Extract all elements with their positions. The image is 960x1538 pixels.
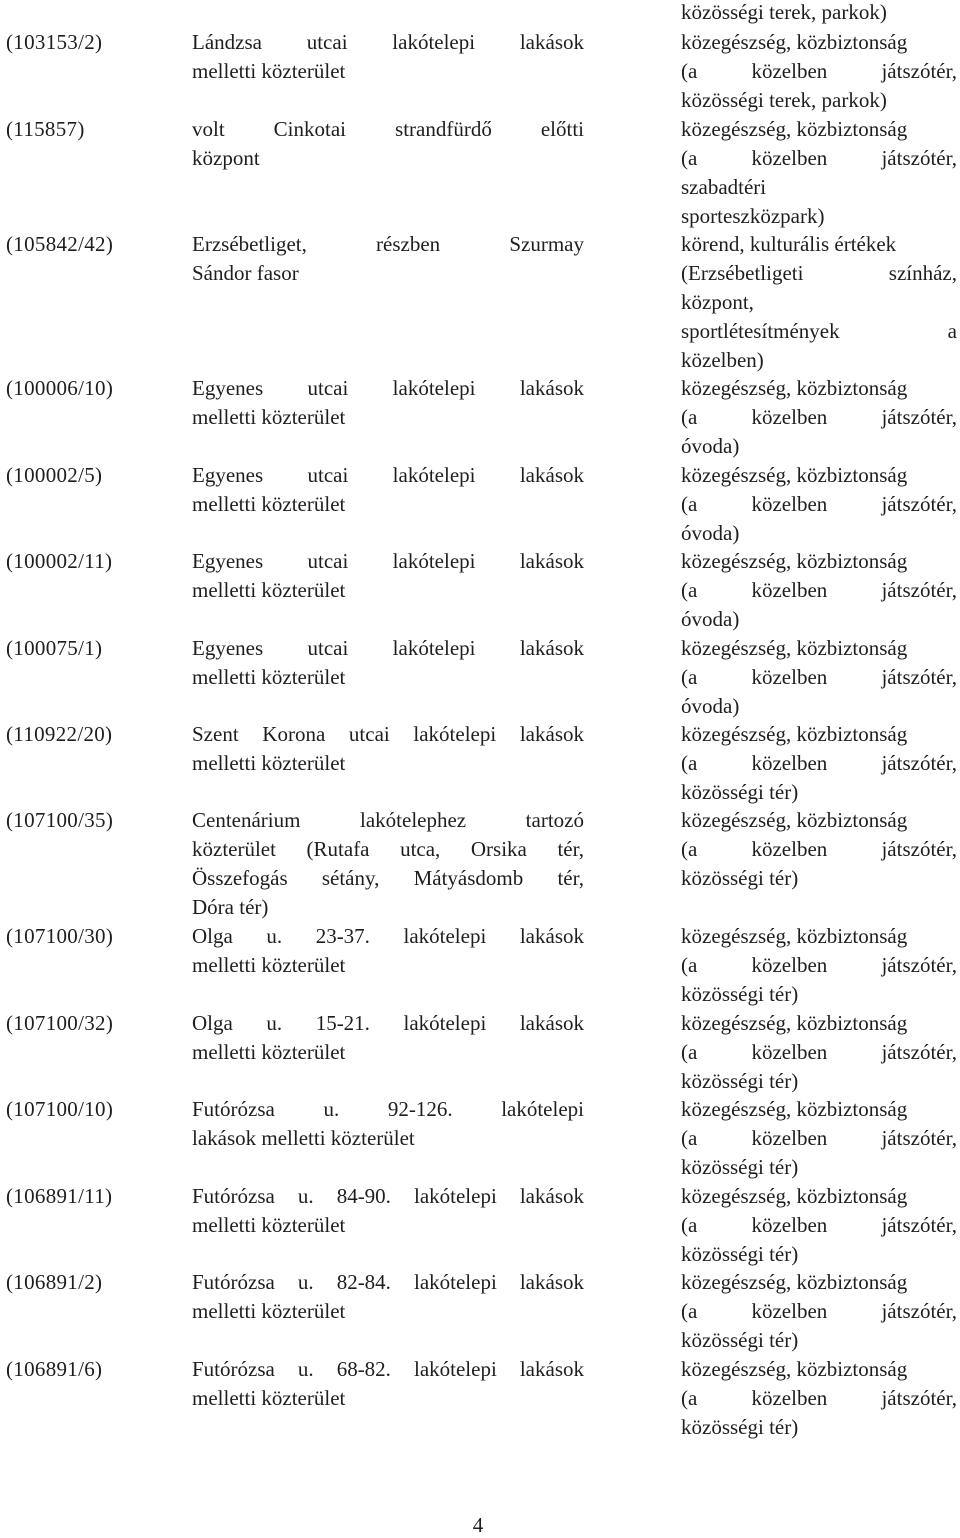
row-place-line: Egyenes utcai lakótelepi lakások <box>192 376 584 400</box>
row-reason-line: óvoda) <box>681 694 740 718</box>
row-reason-line: sportlétesítmények a <box>681 319 957 343</box>
row-place-line: Futórózsa u. 82-84. lakótelepi lakások <box>192 1270 584 1294</box>
row-reason-line: (a közelben játszótér, <box>681 492 957 516</box>
row-reason-line: közegészség, közbiztonság <box>681 1270 908 1294</box>
row-reason-line: közegészség, közbiztonság <box>681 463 908 487</box>
row-reason-line: (Erzsébetligeti színház, <box>681 261 957 285</box>
row-place-line: Olga u. 15-21. lakótelepi lakások <box>192 1011 584 1035</box>
row-reason-line: központ, <box>681 290 754 314</box>
row-place-line: melletti közterület <box>192 1386 346 1410</box>
row-place-line: melletti közterület <box>192 59 346 83</box>
row-reason-line: (a közelben játszótér, <box>681 578 957 602</box>
row-reason-line: közösségi tér) <box>681 982 799 1006</box>
row-place-line: melletti közterület <box>192 665 346 689</box>
row-reason-line: közegészség, közbiztonság <box>681 376 908 400</box>
row-reason-line: (a közelben játszótér, <box>681 1299 957 1323</box>
row-reason-line: (a közelben játszótér, <box>681 1040 957 1064</box>
row-place-line: melletti közterület <box>192 751 346 775</box>
row-id: (105842/42) <box>6 232 114 256</box>
row-place-line: Futórózsa u. 68-82. lakótelepi lakások <box>192 1357 584 1381</box>
row-id: (106891/6) <box>6 1357 103 1381</box>
row-reason-line: közegészség, közbiztonság <box>681 30 908 54</box>
row-reason-line: közösségi terek, parkok) <box>681 88 887 112</box>
row-id: (110922/20) <box>6 722 113 746</box>
row-reason-line: (a közelben játszótér, <box>681 665 957 689</box>
row-place-line: Erzsébetliget, részben Szurmay <box>192 232 584 256</box>
row-reason-line: (a közelben játszótér, <box>681 146 957 170</box>
row-reason-line: közegészség, közbiztonság <box>681 808 908 832</box>
row-reason-line: óvoda) <box>681 434 740 458</box>
row-place-line: Futórózsa u. 84-90. lakótelepi lakások <box>192 1184 584 1208</box>
page-number: 4 <box>472 1513 484 1537</box>
row-reason-line: közegészség, közbiztonság <box>681 117 908 141</box>
row-reason-line: közegészség, közbiztonság <box>681 1011 908 1035</box>
row-place-line: melletti közterület <box>192 953 346 977</box>
row-place-line: melletti közterület <box>192 578 346 602</box>
reason-continuation-line: közösségi terek, parkok) <box>681 0 887 24</box>
row-place-line: Centenárium lakótelephez tartozó <box>192 808 584 832</box>
row-place-line: melletti közterület <box>192 405 346 429</box>
row-place-line: Lándzsa utcai lakótelepi lakások <box>192 30 584 54</box>
row-reason-line: közegészség, közbiztonság <box>681 636 908 660</box>
row-reason-line: óvoda) <box>681 521 740 545</box>
row-id: (107100/30) <box>6 924 114 948</box>
row-id: (115857) <box>6 117 85 141</box>
row-reason-line: körend, kulturális értékek <box>681 232 897 256</box>
row-reason-line: (a közelben játszótér, <box>681 1386 957 1410</box>
row-reason-line: (a közelben játszótér, <box>681 953 957 977</box>
row-reason-line: (a közelben játszótér, <box>681 751 957 775</box>
row-id: (100006/10) <box>6 376 114 400</box>
row-place-line: melletti közterület <box>192 1299 346 1323</box>
row-reason-line: (a közelben játszótér, <box>681 1213 957 1237</box>
row-place-line: volt Cinkotai strandfürdő előtti <box>192 117 584 141</box>
row-id: (106891/11) <box>6 1184 113 1208</box>
row-reason-line: (a közelben játszótér, <box>681 837 957 861</box>
row-place-line: Szent Korona utcai lakótelepi lakások <box>192 722 584 746</box>
row-reason-line: közegészség, közbiztonság <box>681 924 908 948</box>
row-reason-line: óvoda) <box>681 607 740 631</box>
row-reason-line: közegészség, közbiztonság <box>681 1184 908 1208</box>
row-reason-line: (a közelben játszótér, <box>681 59 957 83</box>
row-reason-line: közegészség, közbiztonság <box>681 1357 908 1381</box>
row-reason-line: közösségi tér) <box>681 866 799 890</box>
row-reason-line: (a közelben játszótér, <box>681 1126 957 1150</box>
row-reason-line: (a közelben játszótér, <box>681 405 957 429</box>
row-place-line: Összefogás sétány, Mátyásdomb tér, <box>192 866 584 890</box>
row-place-line: Egyenes utcai lakótelepi lakások <box>192 463 584 487</box>
row-reason-line: közösségi tér) <box>681 1328 799 1352</box>
row-place-line: melletti közterület <box>192 1040 346 1064</box>
row-place-line: Egyenes utcai lakótelepi lakások <box>192 549 584 573</box>
row-place-line: közterület (Rutafa utca, Orsika tér, <box>192 837 584 861</box>
row-id: (100075/1) <box>6 636 103 660</box>
row-place-line: Futórózsa u. 92-126. lakótelepi <box>192 1097 584 1121</box>
row-place-line: lakások melletti közterület <box>192 1126 415 1150</box>
row-reason-line: közegészség, közbiztonság <box>681 722 908 746</box>
row-reason-line: közösségi tér) <box>681 1069 799 1093</box>
row-reason-line: közösségi tér) <box>681 1415 799 1439</box>
row-place-line: melletti közterület <box>192 492 346 516</box>
row-reason-line: szabadtéri <box>681 175 767 199</box>
row-id: (103153/2) <box>6 30 103 54</box>
row-place-line: Egyenes utcai lakótelepi lakások <box>192 636 584 660</box>
row-reason-line: közegészség, közbiztonság <box>681 549 908 573</box>
row-id: (107100/32) <box>6 1011 114 1035</box>
row-place-line: Sándor fasor <box>192 261 299 285</box>
row-reason-line: közösségi tér) <box>681 1155 799 1179</box>
row-place-line: Dóra tér) <box>192 895 269 919</box>
row-id: (106891/2) <box>6 1270 103 1294</box>
row-place-line: Olga u. 23-37. lakótelepi lakások <box>192 924 584 948</box>
row-id: (107100/35) <box>6 808 114 832</box>
row-id: (107100/10) <box>6 1097 114 1121</box>
row-reason-line: közösségi tér) <box>681 1242 799 1266</box>
row-reason-line: közelben) <box>681 348 764 372</box>
row-reason-line: közösségi tér) <box>681 780 799 804</box>
row-reason-line: közegészség, közbiztonság <box>681 1097 908 1121</box>
row-place-line: központ <box>192 146 260 170</box>
row-reason-line: sporteszközpark) <box>681 204 825 228</box>
row-id: (100002/5) <box>6 463 103 487</box>
row-place-line: melletti közterület <box>192 1213 346 1237</box>
row-id: (100002/11) <box>6 549 113 573</box>
